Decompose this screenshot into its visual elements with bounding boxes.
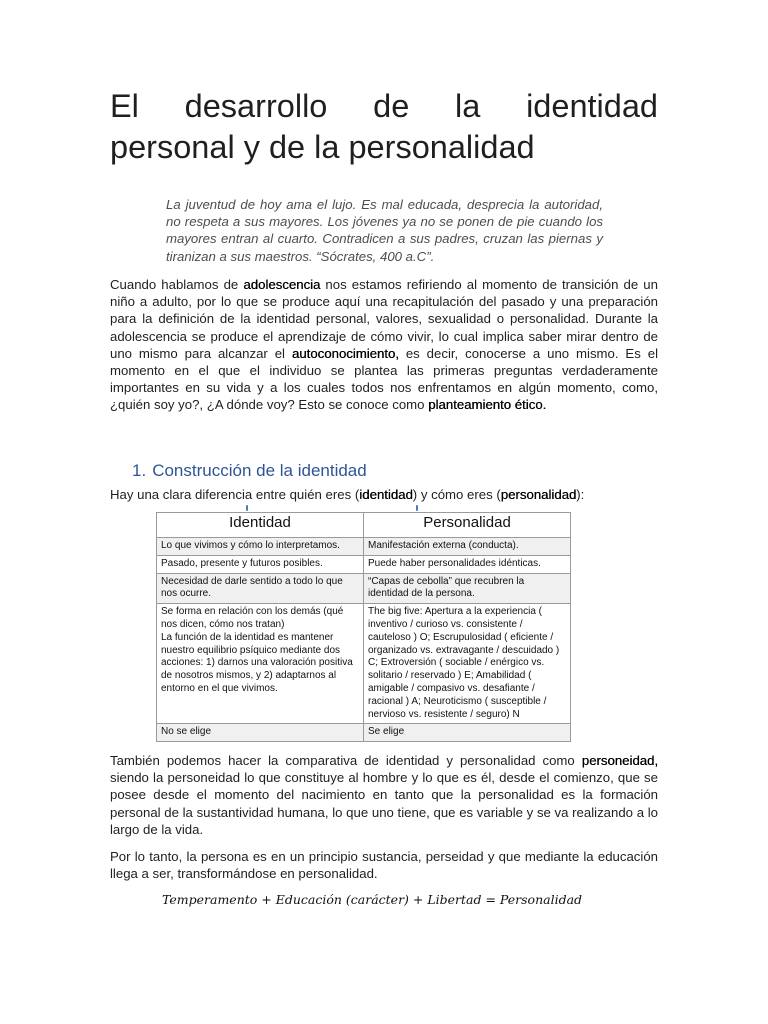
comparison-table (156, 512, 571, 742)
title-line-1 (110, 86, 658, 127)
keyword-autoconocimiento: autoconocimiento, (291, 345, 399, 361)
marker-tick (246, 505, 248, 511)
title-word: El (110, 88, 139, 124)
epigraph-quote: La juventud de hoy ama el lujo. Es mal educada, desprecia la autoridad, no respeta a sus mayores. Los jóvenes ya no se ponen de pie cuando los mayores entran al cuarto. Contradicen a sus padres, cruzan las piernas y tiranizan a sus maestros. “Sócrates, 400 a.C”. (166, 197, 603, 264)
table-row (157, 724, 571, 742)
table-row (157, 573, 571, 604)
conclusion-paragraph: Por lo tanto, la persona es en un principio sustancia, perseidad y que mediante la educación llega a ser, transformándose en personalidad. (110, 849, 658, 882)
title-word: identidad (526, 88, 658, 124)
table-row (157, 555, 571, 573)
table-cell: Se forma en relación con los demás (qué nos dicen, cómo nos tratan) La función de la identidad es mantener nuestro equilibrio psíquico mediante dos acciones: 1) darnos una valoración positiva de nosotros mismos, y 2) adaptarnos al entorno en el que vivimos. (157, 604, 364, 724)
title-line-2: personal y de la personalidad (110, 129, 535, 165)
keyword-personalidad: personalidad (500, 487, 577, 502)
section-title: Construcción de la identidad (152, 461, 367, 480)
table-cell: No se elige (157, 724, 364, 742)
personality-formula: Temperamento + Educación (carácter) + Libertad = Personalidad (162, 892, 583, 907)
table-header-row (157, 513, 571, 538)
title-word: la (455, 88, 481, 124)
keyword-planteamiento-etico: planteamiento ético. (428, 397, 547, 413)
intro-paragraph: Cuando hablamos de adolescencia nos estamos refiriendo al momento de transición de un niño a adulto, por lo que se produce aquí una recapitulación del pasado y una preparación para la definición de la identidad personal, valores, sexualidad o personalidad. Durante la adolescencia se produce el aprendizaje de cómo vivir, lo cual implica saber mirar dentro de uno mismo para alcanzar el autoconocimiento, es decir, conocerse a uno mismo. Es el momento en el que el individuo se plantea las primeras preguntas verdaderamente importantes en su vida y a los cuales todos nos enfrentamos en algún momento, como, ¿quién soy yo?, ¿A dónde voy? Esto se conoce como planteamiento ético. (110, 277, 658, 413)
title-word: de (373, 88, 410, 124)
table-cell: Pasado, presente y futuros posibles. (157, 555, 364, 573)
table-cell: Manifestación externa (conducta). (364, 538, 571, 556)
column-header-personalidad: Personalidad (364, 513, 571, 538)
table-row (157, 538, 571, 556)
table-row (157, 604, 571, 724)
table-cell: Lo que vivimos y cómo lo interpretamos. (157, 538, 364, 556)
keyword-identidad: identidad (359, 487, 413, 502)
table-cell: Se elige (364, 724, 571, 742)
table-cell: Necesidad de darle sentido a todo lo que nos ocurre. (157, 573, 364, 604)
section-number: 1. (132, 461, 147, 480)
keyword-adolescencia: adolescencia (243, 277, 321, 292)
table-cell: “Capas de cebolla” que recubren la identidad de la persona. (364, 573, 571, 604)
table-cell: Puede haber personalidades idénticas. (364, 555, 571, 573)
difference-paragraph: Hay una clara diferencia entre quién eres (identidad) y cómo eres (personalidad): (110, 487, 585, 502)
marker-tick (416, 505, 418, 511)
table-cell: The big five: Apertura a la experiencia ( inventivo / curioso vs. consistente / cauteloso ) O; Escrupulosidad ( eficiente / organizado vs. extravagante / descuidado ) C; Extroversión ( sociable / enérgico vs. solitario / reservado ) E; Amabilidad ( amigable / compasivo vs. desafiante / racional ) A; Neuroticismo ( susceptible / nervioso vs. resistente / seguro) N (364, 604, 571, 724)
section-heading (132, 460, 367, 482)
title-word: desarrollo (184, 88, 328, 124)
keyword-personeidad: personeidad, (581, 753, 658, 768)
page-title (110, 86, 658, 168)
personeidad-paragraph: También podemos hacer la comparativa de identidad y personalidad como personeidad, siendo la personeidad lo que constituye al hombre y lo que es él, desde el comienzo, que se posee desde el momento del nacimiento en tanto que la personalidad es la formación personal de la sustantividad humana, lo que uno tiene, que es variable y se va realizando a lo largo de la vida. (110, 753, 658, 837)
column-header-identidad: Identidad (157, 513, 364, 538)
